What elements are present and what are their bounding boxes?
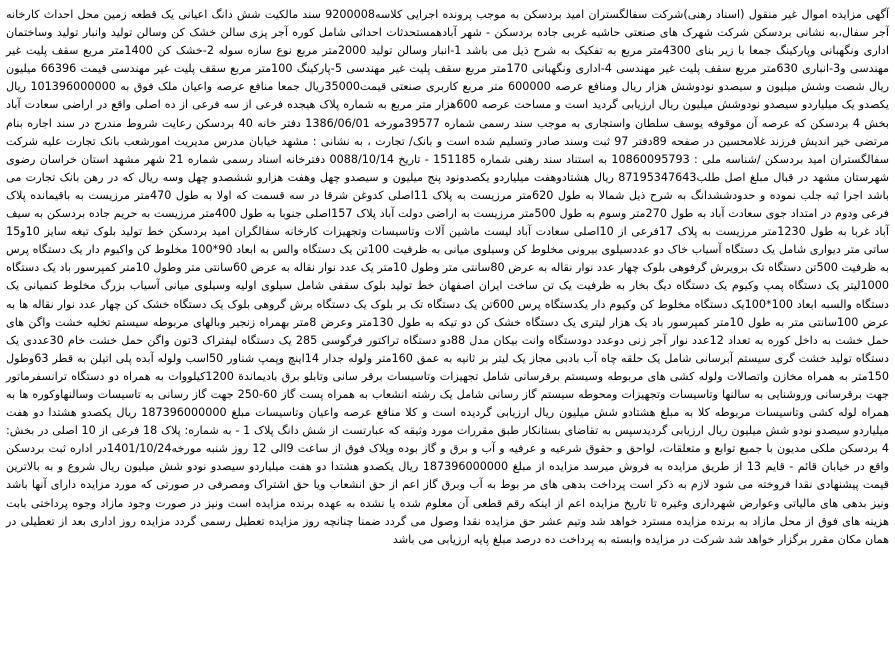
notice-body-text: آگهی مزایده اموال غیر منقول (اسناد رهنی)شرکت سفالگستران امید بردسکن به موجب پرونده اجرایی کلاسه9200008 سند مالکیت شش دانگ اعیانی یک قطعه زمین محل احداث کارخانه آجر سفال،به نشانی بردسکن شرکت شهرک های صنعتی حاشیه غربی جاده بردسکن - شهر آبادهمستحدثات احداثی شامل کوره آجر پزی سالن خشک کن وسالن تولید وانبار تولید وساختمان اداری ونگهبانی وپارکینگ جمعا با زیر بنای 4300متر مربع به تفکیک به شرح ذیل می باشد 1-انبار وسالن تولید 2000متر مربع نوع سازه سوله 2-خشک کن 1400متر مربع سقف پلیت غیر مهندسی و3-انباری 630متر مربع سقف پلیت غیر مهندسی 4-اداری ونگهبانی 170متر مربع سقف پلیت غیر مهندسی 5-پارکینگ 100متر مربع سقف پلیت غیر مهندسی قیمت 66396 میلیون ریال شصت وشش میلیون و سیصدو نودوشش هزار ریال ومنافع عرصه 600000 متر مربع کاربری صنعتی قیمت35000ریال جمعا منافع عرصه واعیان ملک فوق به 101396000000 ریال یکصدو یک میلیاردو سیصدو نودوشش میلیون ریال ارزیابی گردید است و مساحت عرصه 600هزار متر مربع به شماره پلاک هیجده فرعی از سه فرعی از ده اصلی واقع در اراضی سعادت آباد بخش 4 بردسکن که عرصه آن موقوفه یوسف سلطان واستجاری به موجب سند رسمی شماره 39577مورخه 1386/06/01 دفتر خانه 40 بردسکن رعایت شروط مندرج در سند اجاره بنام مرتضی خیر اندیش فرزند غلامحسین در صفحه 89دفتر 97 ثبت وسند صادر وتسلیم شده است و بانک/ تجارت ، به نشانی : مشهد خیابان مدرس مدیریت امورشعب بانک تجارت علیه شرکت سفالگستران امید بردسکن /شناسه ملی : 10860095793 به استناد سند رهنی شماره 151185 - تاریخ 0088/10/14 دفترخانه اسناد رسمی شماره 21 شهر مشهد استان خراسان رضوی شهرستان مشهد در قبال مبلغ اصل طلب87195347643 ریال هشتادوهفت میلیاردو یکصدونود پنج میلیون و سیصدو چهل وهفت هزارو ششصدو چهل وسه ریال که در رهن بانک تجارت می باشد اجرا ثبه جلب نموده و حدودششدانگ به شرح ذیل شمالا به طول 620متر مرزیست به پلاک 11اصلی کدوغن شرقا در سه قسمت که اولا به طول 470متر مرزیست به باقیمانده پلاک فرعی ودوم در امتداد جوی سعادت آباد به طول 270متر وسوم به طول 500متر مرزیست به اراضی دولت آباد پلاک 157اصلی جنوبا به طول 400متر مرزیست به حریم جاده بردسکن به سیف آباد غربا به طول 1230متر مرزیست به پلاک 17فرعی از 10اصلی سعادت آباد لیست ماشین آلات وتاسیسات وتجهیزات کارخانه سفالگران امید بردسکن خط تولید بلوک تیغه سایز 10و15 ساتی متر دیواری شامل یک دستگاه آسیاب خاک دو عددسیلوی بیرونی مخلوط کن وسیلوی میانی به ظرفیت 100تن یک دستگاه والس به ابعاد 90*100 مخلوط کن واکیوم دار یک دستگاه پرس به ظرفیت 500تن دستگاه تک برویرش گرفوهی بلوک چهار عدد نوار نقاله به عرض 80سانتی متر وطول 10متر یک عدد نوار نقاله به عرض 60سانتی متر وطول 10متر کمپرسور باد یک دستگاه 1000لیتر یک دستگاه پمپ وکیوم یک دستگاه دیگ بخار به ظرفیت یک تن ساخت ایران اصفهان خط تولید بلوک سقفی شامل سیلوی اولیه وسیلوی میانی آسیاب بزرگ مخلوط کنمیانی یک دستگاه والسبه ابعاد 100*100یک دستگاه مخلوط کن وکیوم دار یکدستگاه پرس 600تن یک دستگاه تک بر بلوک یک دستگاه برش گروهی بلوک یک دستگاه خشک کن چهار عدد نوار نقاله ها به عرض 100سانتی متر به طول 10متر کمپرسور باد یک هزار لیتری یک دستگاه خشک کن دو تیکه به طول 130متر وعرض 8متر بهمراه زنجیر وبالهای مربوطه سیستم تخلیه خشت واگن های حمل خشت به داخل کوره به تعداد 12عدد نوار آجر زنی دوعدد دودستگاه وانت بیکان مدل 88دو دستگاه تراکتور فرگوسی 285 یک دستگاه لیفتراک 3تون واگن حمل خشت خام 30عددی یک دستگاه تولید خشت گری سیستم آبرسانی شامل یک حلقه چاه آب بادبی مجاز یک لیتر بر ثانیه به عمق 160متر ولوله جدار 14اینچ وپمپ شناور 50اسب ولوله آبده پلی اتیلن به قطر 63وطول 150متر به همراه مخازن واتصالات ولوله کشی های مربوطه وسیستم برقرسانی شامل تجهیزات وتاسیسات برقر سانی وتابلو برق بادیماندة 1200کیلووات به همراه دو دستگاه ترانسفرماتور جهت برقرسانی وروشنایی به سالنها وتاسیسات وتجهیزات ومحوطه سیستم گاز رسانی شامل یک رشته انشعاب به همراه پست گاز 60-250 جهت گاز رسانی به تاسیسات وسالنهاوکوره ها به همراه لوله کشی وتاسیسات مربوطه کلا به مبلغ هشتادو شش میلیون ریال ارزیابی گردیده است و کلا منافع عرصه واعیان وتاسیسات مبلغ 187396000000 ریال یکصدو هشتدا دو هفت میلیاردو سیصدو نودو شش میلیون ریال ارزیابی گردیدسپس به تقاضای بستانکار طبق مقررات مورد وثیقه که عبارتست از شش دانگ پلاک 1 - به شماره: پلاک 18 فرعی از 10 اصلی در بخش: 4 بردسکن ملکی مدیون با جمیع توابع و متعلقات، لواحق و حقوق شرعیه و عرفیه و آب و برق و گاز بوده وپلاک فوق از ساعت 9الی 12 روز شنبه مورخه1401/10/24در اداره ثبت بردسکن واقع در خیابان قائم - قایم 13 از طریق مزایده به فروش میرسد مزایده از مبلغ 187396000000 ریال یکصدو هشتدا دو هفت میلیاردو سیصدو نودو شش میلیون ریال شروع و به بالاترین قیمت پیشنهادی نقدا فروخته می شود لازم به ذکر است پرداخت بدهی های مر بوط به آب وبرق گاز اعم از حق انشعاب ویا حق اشتراک ومصرفی در صورتی که مورد مزایده دارای آنها باشد ونیز بدهی های مالیاتی وعوارض شهرداری وغیره تا تاریخ مزایده اعم از اینکه رقم قطعی آن معلوم شده یا نشده به عهده برنده مزایده است ونیز در صورت وجود مازاد وجوه پرداختی بابت هزینه های فوق از محل مازاد به برنده مزایده مسترد خواهد شد وتیم عشر حق مزایده نقدا وصول می گردد ضمنا چنانچه روز مزایده تعطیل رسمی گردد مزایده روز اداری بعد از تعطیلی در همان مکان مقرر برگزار خواهد شد شرکت در مزایده وابسته به پرداخت ده درصد مبلغ پایه ارزیابی می باشد xyxy=(6,8,890,546)
